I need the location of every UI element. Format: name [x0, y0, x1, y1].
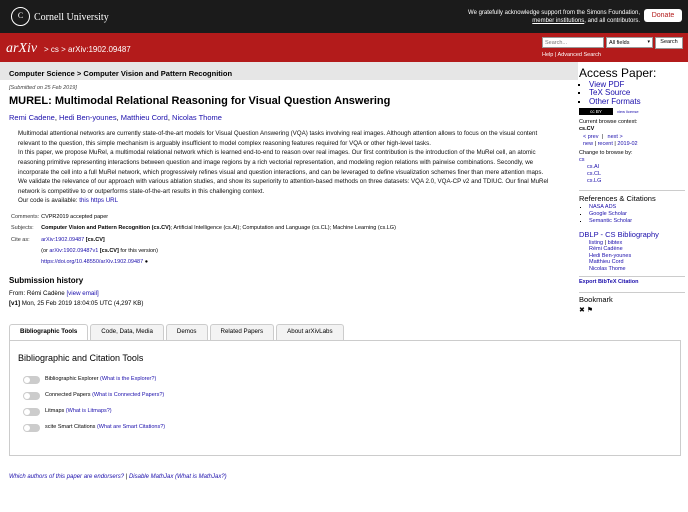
tab-panel [9, 340, 681, 456]
info-icon[interactable]: ● [144, 259, 149, 266]
version-link[interactable]: [v1] [9, 300, 21, 308]
browse-link[interactable]: cs [579, 157, 585, 164]
donate-button[interactable]: Donate [644, 9, 682, 22]
paper-title: MUREL: Multimodal Relational Reasoning for Visual Question Answering [9, 95, 391, 108]
panel-heading: Bibliographic and Citation Tools [18, 353, 144, 363]
dblp-author-link[interactable]: Matthieu Cord [589, 259, 624, 266]
author-link[interactable]: Remi Cadene [9, 113, 55, 123]
dblp-heading: DBLP - CS Bibliography [579, 229, 659, 239]
search-field-select[interactable]: All fields ▾ [606, 37, 653, 48]
nasa-ads-link[interactable]: NASA ADS [589, 204, 617, 211]
access-heading: Access Paper: [579, 66, 657, 80]
tool-row: Bibliographic Explorer (What is the Explorer?) [23, 375, 156, 385]
labs-tabs [9, 324, 346, 340]
tool-row: Litmaps (What is Litmaps?) [23, 407, 112, 417]
tex-source-link[interactable]: TeX Source [589, 88, 631, 98]
comments-value: CVPR2019 accepted paper [41, 214, 109, 221]
tool-row: Connected Papers (What is Connected Papers?) [23, 391, 164, 401]
dblp-author-link[interactable]: Rémi Cadène [589, 246, 623, 253]
references-list [579, 204, 685, 225]
tab-demos[interactable]: Demos [166, 324, 208, 340]
help-link[interactable]: Help [542, 52, 554, 58]
member-institutions-link[interactable]: member institutions [532, 17, 585, 24]
author-link[interactable]: Nicolas Thome [172, 113, 222, 123]
subject-header[interactable]: Computer Science > Computer Vision and Pattern Recognition [0, 62, 578, 80]
explorer-toggle[interactable] [23, 376, 40, 384]
date-link[interactable]: 2019-02 [617, 141, 638, 148]
dblp-bibtex-link[interactable]: bibtex [607, 239, 623, 246]
sidebar [579, 67, 685, 315]
primary-subject: Computer Vision and Pattern Recognition (cs.CV) [41, 225, 171, 232]
access-links [589, 81, 685, 106]
cornell-logo[interactable]: Cornell University [34, 12, 109, 23]
bookmark-heading: Bookmark [579, 292, 685, 305]
mathjax-help-link[interactable]: (What is MathJax?) [173, 474, 227, 480]
view-license-link[interactable]: view license [617, 109, 639, 115]
submission-date: [Submitted on 25 Feb 2019] [9, 85, 77, 91]
acknowledgement: We gratefully acknowledge support from the Simons Foundation, member institutions, and all contributors. [468, 10, 640, 24]
code-link[interactable]: this https URL [79, 197, 119, 205]
author-list: Remi Cadene, Hedi Ben-younes, Matthieu Cord, Nicolas Thome [9, 113, 222, 123]
tab-related-papers[interactable]: Related Papers [210, 324, 275, 340]
browse-link[interactable]: cs.AI [587, 163, 600, 170]
arxiv-header [0, 33, 688, 62]
export-bibtex [579, 276, 685, 286]
tool-help-link[interactable]: (What is Litmaps?) [65, 408, 112, 415]
new-link[interactable]: new [583, 141, 594, 148]
chevron-down-icon: ▾ [647, 39, 650, 45]
abstract: Multimodal attentional networks are currently state-of-the-art models for Visual Question Answering (VQA) tasks involving real images. Although attention allows to focus on the visual content relevant to the question, this simple mechanism is arguably insufficient to model complex reasoning features required for VQA or other high-level tasks. In this paper, we propose MuRel, a multimodal relational network which is learned end-to-end to reason over real images. Our first contribution is the introduction of the MuRel cell, an atomic reasoning primitive representing interactions between question and image regions by a rich vectorial representation, and modeling region relations with pairwise combinations. Secondly, we incorporate the cell into a full MuRel network, which progressively refines visual and question interactions, and can be leveraged to define visualization schemes finer than mere attention maps. We validate the relevance of our approach with various ablation studies, and show its superiority to attention-based methods on three datasets: VQA 2.0, VQA-CP v2 and TDIUC. Our final MuRel network is competitive to or outperforms state-of-the-art results in this challenging context. Our code is available: this https URL [18, 130, 549, 205]
arxiv-logo[interactable]: arXiv [6, 41, 38, 56]
submission-history-heading: Submission history [9, 275, 84, 285]
export-bibtex-link[interactable]: Export BibTeX Citation [579, 278, 639, 285]
search-button[interactable]: Search [655, 37, 683, 49]
view-email-link[interactable]: [view email] [66, 290, 99, 298]
main-content [0, 62, 578, 309]
dblp-links: listing | bibtex Rémi Cadène Hedi Ben-younes Matthieu Cord Nicolas Thome [589, 239, 632, 273]
submission-history: From: Rémi Cadène [view email] [v1] Mon, 25 Feb 2019 18:04:05 UTC (4,297 KB) [9, 290, 144, 308]
top-bar [0, 0, 688, 33]
recent-link[interactable]: recent [597, 141, 613, 148]
references-heading: References & Citations [579, 190, 685, 204]
doi-link[interactable]: https://doi.org/10.48550/arXiv.1902.09487 [41, 259, 144, 266]
change-browse-label: Change to browse by: [579, 150, 633, 157]
endorsers-link[interactable]: Which authors of this paper are endorsers? [9, 474, 125, 480]
litmaps-toggle[interactable] [23, 408, 40, 416]
breadcrumb[interactable]: > cs > arXiv:1902.09487 [44, 45, 131, 54]
dblp-author-link[interactable]: Hedi Ben-younes [589, 252, 632, 259]
metadata-table: Comments: CVPR2019 accepted paper Subjects: Computer Vision and Pattern Recognition (cs.CV); Artificial Intelligence (cs.AI); Computation and Language (cs.CL); Machine Learning (cs.LG) Cite as: arXiv:1902.09487 [cs.CV] (or arXiv:1902.09487v1 [cs.CV] for this version) https://doi.org/10.48550/arXiv.1902.09487 ● [11, 214, 396, 266]
next-link[interactable]: next > [607, 133, 623, 140]
view-pdf-link[interactable]: View PDF [589, 80, 625, 89]
footer-links: Which authors of this paper are endorsers? | Disable MathJax (What is MathJax?) [9, 474, 227, 480]
tool-help-link[interactable]: (What is the Explorer?) [100, 376, 157, 383]
tab-bibliographic-tools[interactable]: Bibliographic Tools [9, 324, 88, 340]
dblp-listing-link[interactable]: listing [589, 239, 604, 246]
browse-context: Current browse context: cs.CV [579, 119, 638, 133]
browse-list [579, 157, 685, 185]
author-link[interactable]: Matthieu Cord [120, 113, 168, 123]
browse-link[interactable]: cs.CL [587, 170, 602, 177]
tool-help-link[interactable]: (What is Connected Papers?) [92, 392, 165, 399]
tool-row: scite Smart Citations (What are Smart Citations?) [23, 423, 165, 433]
tab-about-arxivlabs[interactable]: About arXivLabs [276, 324, 343, 340]
cc-by-icon[interactable]: cc BY [579, 108, 613, 115]
tool-help-link[interactable]: (What are Smart Citations?) [96, 424, 166, 431]
author-link[interactable]: Hedi Ben-younes [59, 113, 117, 123]
cite-version-link[interactable]: arXiv:1902.09487v1 [49, 248, 99, 255]
scite-toggle[interactable] [23, 424, 40, 432]
help-links: Help | Advanced Search [542, 52, 601, 58]
other-formats-link[interactable]: Other Formats [589, 96, 641, 106]
google-scholar-link[interactable]: Google Scholar [589, 211, 627, 218]
browse-link[interactable]: cs.LG [587, 177, 602, 184]
semantic-scholar-link[interactable]: Semantic Scholar [589, 218, 633, 225]
disable-mathjax-link[interactable]: Disable MathJax [128, 474, 174, 480]
bookmark-icons[interactable]: ✖ ⚑ [579, 306, 594, 314]
search-input[interactable]: Search... [542, 37, 604, 48]
cite-link[interactable]: arXiv:1902.09487 [41, 236, 85, 243]
license [579, 108, 685, 115]
cornell-seal-icon[interactable]: C [11, 7, 30, 26]
advanced-search-link[interactable]: Advanced Search [557, 52, 601, 58]
prev-link[interactable]: < prev [583, 133, 599, 140]
dblp-author-link[interactable]: Nicolas Thome [589, 266, 626, 273]
connected-papers-toggle[interactable] [23, 392, 40, 400]
tab-code-data-media[interactable]: Code, Data, Media [90, 324, 164, 340]
browse-nav: < prev | next > new | recent | 2019-02 [583, 133, 638, 148]
